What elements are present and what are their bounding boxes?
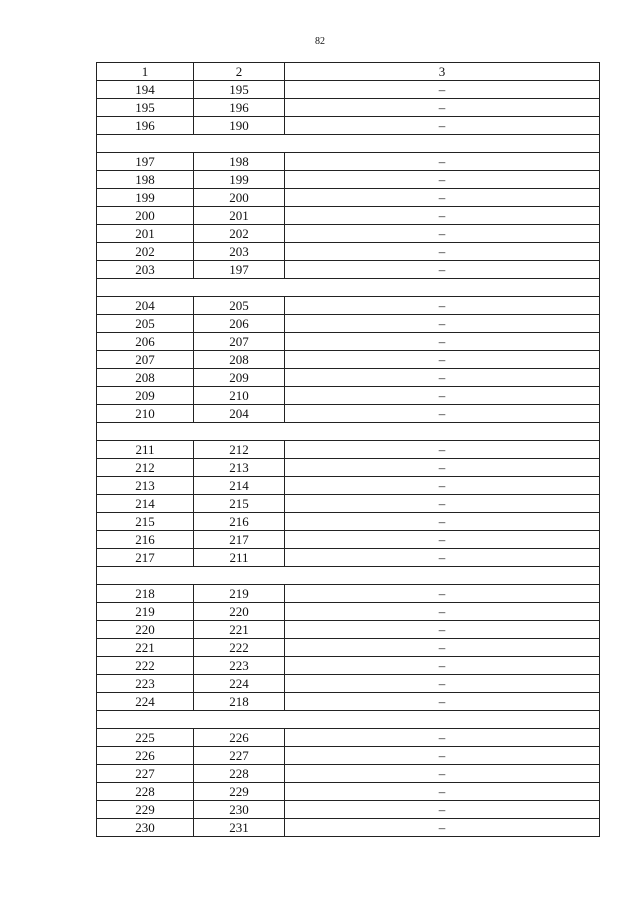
separator-cell [97,135,600,153]
table-cell-col-2: 198 [194,153,285,171]
table-cell-col-1: 206 [97,333,194,351]
table-cell-col-2: 211 [194,549,285,567]
table-cell-col-2: 212 [194,441,285,459]
table-cell-col-2: 190 [194,117,285,135]
table-row [97,207,600,225]
page-number: 82 [315,36,325,47]
group-separator-row [97,423,600,441]
table-row [97,99,600,117]
table-cell-col-3: – [285,207,600,225]
table-row [97,531,600,549]
table-row [97,639,600,657]
table-cell-col-3: – [285,351,600,369]
table-row [97,729,600,747]
table-row [97,81,600,99]
table-cell-col-3: – [285,495,600,513]
table-row [97,351,600,369]
table-row [97,657,600,675]
table-cell-col-2: 202 [194,225,285,243]
table-cell-col-3: – [285,639,600,657]
table-cell-col-2: 230 [194,801,285,819]
table-cell-col-3: – [285,243,600,261]
table-cell-col-1: 214 [97,495,194,513]
table-cell-col-1: 196 [97,117,194,135]
table-cell-col-3: – [285,801,600,819]
table-cell-col-3: – [285,225,600,243]
table-cell-col-1: 194 [97,81,194,99]
table-cell-col-1: 228 [97,783,194,801]
table-cell-col-3: – [285,261,600,279]
table-cell-col-2: 215 [194,495,285,513]
table-cell-col-1: 195 [97,99,194,117]
group-separator-row [97,567,600,585]
table-cell-col-3: – [285,369,600,387]
table-row [97,747,600,765]
table-row [97,261,600,279]
table-cell-col-1: 210 [97,405,194,423]
table-cell-col-1: 215 [97,513,194,531]
table-cell-col-3: – [285,441,600,459]
table-cell-col-2: 205 [194,297,285,315]
table-cell-col-1: 223 [97,675,194,693]
table-cell-col-2: 207 [194,333,285,351]
table-cell-col-3: – [285,657,600,675]
table-cell-col-3: – [285,675,600,693]
table-cell-col-1: 211 [97,441,194,459]
table-cell-col-3: – [285,549,600,567]
table-cell-col-3: – [285,621,600,639]
table-cell-col-1: 217 [97,549,194,567]
table-cell-col-1: 225 [97,729,194,747]
table-row [97,243,600,261]
table-cell-col-3: – [285,117,600,135]
table-cell-col-2: 223 [194,657,285,675]
table-cell-col-3: – [285,747,600,765]
table-row [97,675,600,693]
table-cell-col-3: – [285,81,600,99]
table-cell-col-2: 214 [194,477,285,495]
table-body [97,81,600,837]
table-row [97,801,600,819]
table-cell-col-2: 195 [194,81,285,99]
table-cell-col-2: 206 [194,315,285,333]
table-cell-col-1: 224 [97,693,194,711]
table-row [97,621,600,639]
table-cell-col-1: 227 [97,765,194,783]
data-table [96,62,600,837]
table-cell-col-1: 207 [97,351,194,369]
table-row [97,477,600,495]
table-cell-col-1: 221 [97,639,194,657]
separator-cell [97,711,600,729]
table-cell-col-3: – [285,153,600,171]
table-cell-col-2: 204 [194,405,285,423]
table-cell-col-2: 220 [194,603,285,621]
table-cell-col-2: 231 [194,819,285,837]
table-row [97,819,600,837]
table-row [97,603,600,621]
table-cell-col-2: 200 [194,189,285,207]
table-cell-col-3: – [285,189,600,207]
table-cell-col-1: 222 [97,657,194,675]
column-header-3: 3 [285,63,600,81]
table-row [97,783,600,801]
table-cell-col-1: 201 [97,225,194,243]
separator-cell [97,423,600,441]
table-cell-col-3: – [285,477,600,495]
table-cell-col-2: 210 [194,387,285,405]
header-row [97,63,600,81]
table-cell-col-2: 201 [194,207,285,225]
table-row [97,333,600,351]
group-separator-row [97,711,600,729]
table-cell-col-3: – [285,729,600,747]
table-cell-col-2: 219 [194,585,285,603]
table-cell-col-3: – [285,459,600,477]
table-cell-col-3: – [285,513,600,531]
table-cell-col-2: 226 [194,729,285,747]
table-cell-col-3: – [285,171,600,189]
table-cell-col-1: 226 [97,747,194,765]
group-separator-row [97,135,600,153]
table-cell-col-1: 216 [97,531,194,549]
table-cell-col-1: 200 [97,207,194,225]
table-row [97,495,600,513]
table-cell-col-1: 220 [97,621,194,639]
table-cell-col-1: 213 [97,477,194,495]
table-cell-col-3: – [285,297,600,315]
table-row [97,459,600,477]
table-row [97,189,600,207]
table-cell-col-3: – [285,405,600,423]
table-cell-col-3: – [285,315,600,333]
table-row [97,585,600,603]
table-cell-col-1: 197 [97,153,194,171]
table-cell-col-1: 208 [97,369,194,387]
table-cell-col-2: 196 [194,99,285,117]
table-cell-col-2: 199 [194,171,285,189]
table-cell-col-1: 219 [97,603,194,621]
table-cell-col-1: 209 [97,387,194,405]
table-cell-col-2: 216 [194,513,285,531]
table-cell-col-3: – [285,387,600,405]
table-cell-col-1: 212 [97,459,194,477]
table-cell-col-1: 203 [97,261,194,279]
table-cell-col-2: 221 [194,621,285,639]
table-row [97,693,600,711]
table-cell-col-1: 218 [97,585,194,603]
separator-cell [97,279,600,297]
table-row [97,153,600,171]
table-row [97,549,600,567]
table-cell-col-1: 202 [97,243,194,261]
table-row [97,315,600,333]
table-row [97,765,600,783]
table-row [97,405,600,423]
table-row [97,297,600,315]
table-cell-col-2: 203 [194,243,285,261]
table-row [97,117,600,135]
table-cell-col-3: – [285,531,600,549]
table-cell-col-2: 217 [194,531,285,549]
table-cell-col-2: 222 [194,639,285,657]
table-cell-col-3: – [285,603,600,621]
table-cell-col-3: – [285,819,600,837]
table-cell-col-3: – [285,585,600,603]
table-cell-col-1: 205 [97,315,194,333]
table-row [97,369,600,387]
table-row [97,171,600,189]
table-row [97,225,600,243]
table-cell-col-2: 224 [194,675,285,693]
separator-cell [97,567,600,585]
table-cell-col-2: 208 [194,351,285,369]
table-cell-col-1: 230 [97,819,194,837]
table-cell-col-1: 229 [97,801,194,819]
table-cell-col-1: 198 [97,171,194,189]
table-row [97,387,600,405]
table-cell-col-2: 213 [194,459,285,477]
table-cell-col-1: 199 [97,189,194,207]
table-cell-col-3: – [285,333,600,351]
table-cell-col-2: 227 [194,747,285,765]
table-cell-col-3: – [285,99,600,117]
table-cell-col-1: 204 [97,297,194,315]
table-cell-col-2: 209 [194,369,285,387]
table-cell-col-2: 218 [194,693,285,711]
group-separator-row [97,279,600,297]
table-cell-col-2: 228 [194,765,285,783]
table-cell-col-2: 229 [194,783,285,801]
table-cell-col-3: – [285,693,600,711]
column-header-1: 1 [97,63,194,81]
table-row [97,441,600,459]
table-cell-col-2: 197 [194,261,285,279]
table-cell-col-3: – [285,783,600,801]
column-header-2: 2 [194,63,285,81]
table-row [97,513,600,531]
table-cell-col-3: – [285,765,600,783]
